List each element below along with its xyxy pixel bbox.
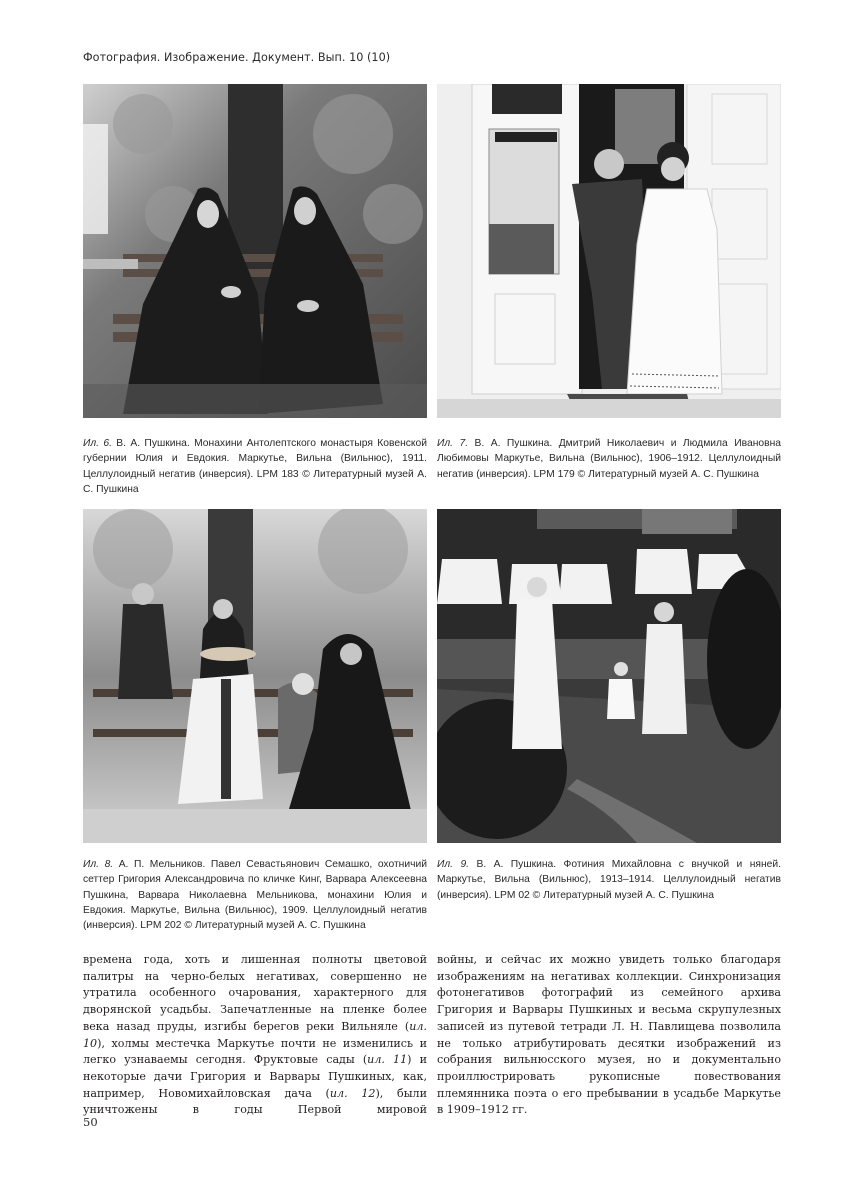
figure-caption-text: В. А. Пушкина. Монахини Антолептского монастыря Ковенской губернии Юлия и Евдокия. Маркутье, Вильна (Вильнюс), 1911. Целлулоидный негатив (инверсия). LPM 183 © Литературный музей А. С. Пушкина — [83, 438, 428, 495]
figure-8-caption — [83, 857, 427, 933]
figure-reference: ил. 12 — [329, 1086, 376, 1100]
figure-7-photo — [437, 84, 781, 418]
figure-9-photo — [437, 509, 781, 843]
figure-8-photo — [83, 509, 427, 843]
body-text-column-1 — [83, 952, 427, 1119]
figure-label: Ил. 6. — [83, 438, 112, 449]
figure-reference: ил. 11 — [367, 1053, 408, 1067]
figure-caption-text: В. А. Пушкина. Дмитрий Николаевич и Людмила Ивановна Любимовы Маркутье, Вильна (Вильнюс), 1906–1912. Целлулоидный негатив (инверсия). LPM 179 © Литературный музей А. С. Пушкина — [437, 438, 781, 480]
page-number: 50 — [83, 1115, 98, 1129]
running-title: Фотография. Изображение. Документ. Вып. 10 (10) — [83, 51, 391, 64]
figure-6-photo — [83, 84, 427, 418]
figure-label: Ил. 8. — [83, 859, 114, 870]
body-text: ) и некоторые дачи Григория и Варвары Пушкиных, как, например, Новомихайловская дача ( — [83, 1053, 427, 1100]
figure-6-caption — [83, 436, 427, 497]
figure-label: Ил. 7. — [437, 438, 469, 449]
body-text: войны, и сейчас их можно увидеть только благодаря изображениям на негативах коллекции. Синхронизация фотонегативов фотографий из семейного архива Григория и Варвары Пушкиных и весьма скрупулезных записей из путевой тетради Л. Н. Павлищева позволила не только атрибутировать десятки изображений из собрания вильнюсского музея, но и документально проиллюстрировать рукописные повествования племянника поэта о его пребывании в усадьбе Маркутье в 1909–1912 гг. — [437, 953, 781, 1117]
body-text: ), были уничтожены в годы Первой мировой — [83, 1086, 427, 1117]
body-text: времена года, хоть и лишенная полноты цветовой палитры на черно-белых негативах, совершенно не утратила особенного очарования, характерного для дворянской усадьбы. Запечатленные на пленке более века назад пруды, изгибы берегов реки Вильняле ( — [83, 953, 427, 1033]
figure-7-caption — [437, 436, 781, 482]
figure-caption-text: В. А. Пушкина. Фотиния Михайловна с внучкой и няней. Маркутье, Вильна (Вильнюс), 1913–1914. Целлулоидный негатив (инверсия). LPM 02 © Литературный музей А. С. Пушкина — [437, 859, 781, 901]
figure-reference: ил. 10 — [83, 1019, 427, 1050]
body-text: ), холмы местечка Маркутье почти не изменились и легко узнаваемы сегодня. Фруктовые сады ( — [83, 1036, 427, 1067]
figure-9-caption — [437, 857, 781, 903]
figure-caption-text: А. П. Мельников. Павел Севастьянович Семашко, охотничий сеттер Григория Александровича по кличке Кинг, Варвара Алексеевна Пушкина, Варвара Николаевна Мельникова, монахини Юлия и Евдокия. Маркутье, Вильна (Вильнюс), 1909. Целлулоидный негатив (инверсия). LPM 202 © Литературный музей А. С. Пушкина — [83, 859, 427, 932]
figure-label: Ил. 9. — [437, 859, 470, 870]
body-text-column-2 — [437, 952, 781, 1119]
